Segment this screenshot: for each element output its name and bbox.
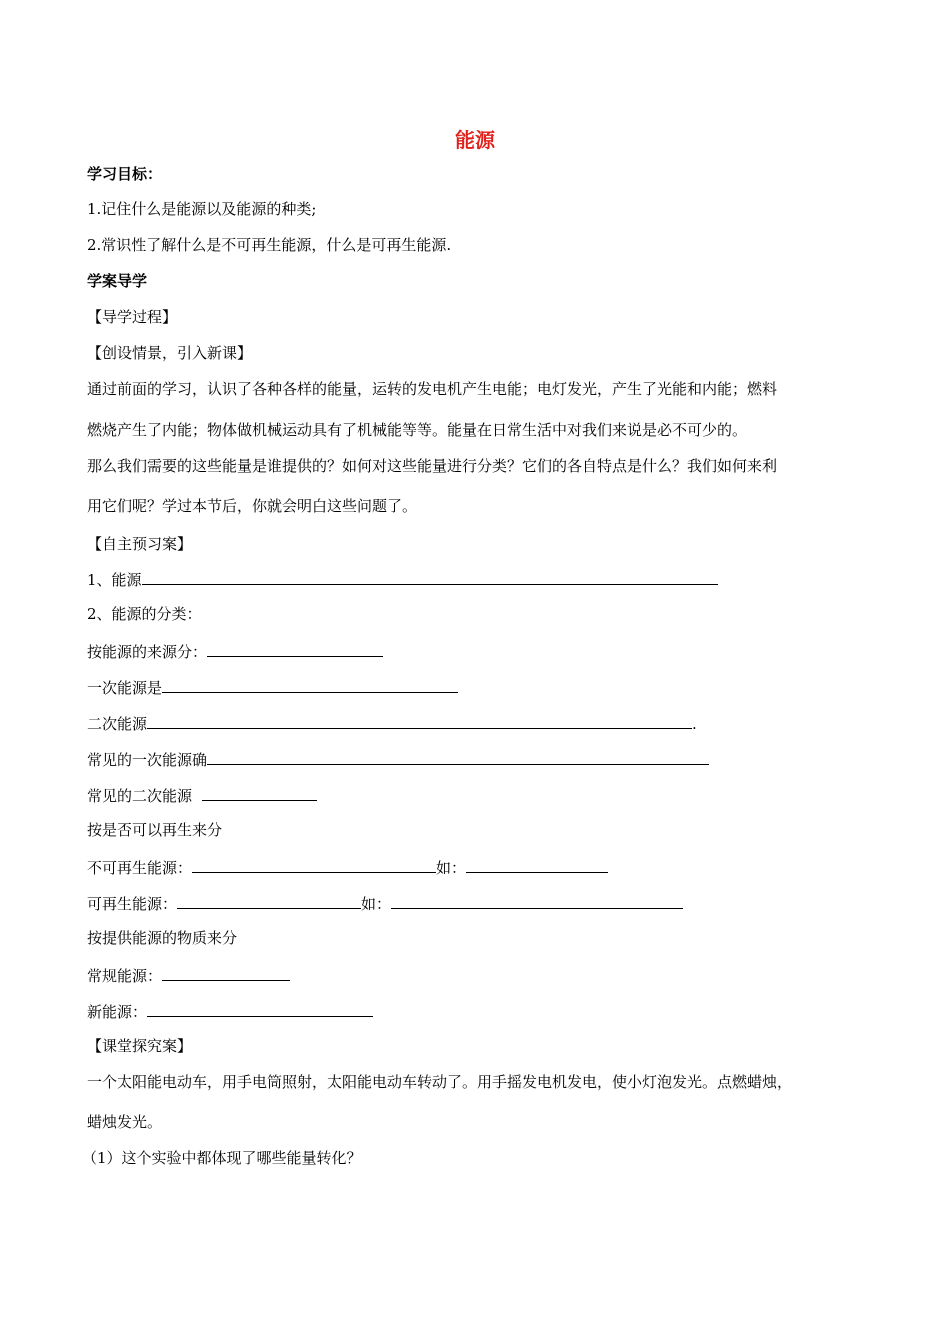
q1-blank[interactable] xyxy=(142,568,718,585)
renewable-blank[interactable] xyxy=(177,892,361,909)
scenario-label: 【创设情景，引入新课】 xyxy=(87,344,253,362)
by-source-blank[interactable] xyxy=(207,640,383,657)
primary-blank[interactable] xyxy=(162,676,458,693)
scenario-line-4: 用它们呢？学过本节后，你就会明白这些问题了。 xyxy=(87,497,418,515)
secondary-label: 二次能源 xyxy=(87,715,148,733)
q1-label: 1、能源 xyxy=(87,571,142,589)
q2-label: 2、能源的分类： xyxy=(87,605,202,623)
nonrenewable-label: 不可再生能源： xyxy=(87,859,193,877)
by-source-row xyxy=(87,640,383,662)
primary-label: 一次能源是 xyxy=(87,679,163,697)
process-label: 【导学过程】 xyxy=(87,308,178,326)
new-energy-blank[interactable] xyxy=(147,1000,373,1017)
renewable-label: 可再生能源： xyxy=(87,895,178,913)
scenario-line-3: 那么我们需要的这些能量是谁提供的？如何对这些能量进行分类？它们的各自特点是什么？我们如何来利 xyxy=(87,457,778,475)
new-energy-row xyxy=(87,1000,373,1022)
by-material-label: 按提供能源的物质来分 xyxy=(87,929,238,947)
conventional-blank[interactable] xyxy=(162,964,290,981)
question-1: （1）这个实验中都体现了哪些能量转化？ xyxy=(82,1149,362,1167)
inquiry-label: 【课堂探究案】 xyxy=(87,1037,193,1055)
secondary-row xyxy=(87,712,697,734)
nonrenewable-blank[interactable] xyxy=(192,856,436,873)
inquiry-line-2: 蜡烛发光。 xyxy=(87,1113,163,1131)
objective-2: 2.常识性了解什么是不可再生能源，什么是可再生能源. xyxy=(87,236,452,254)
conventional-row xyxy=(87,964,290,986)
scenario-line-2: 燃烧产生了内能；物体做机械运动具有了机械能等等。能量在日常生活中对我们来说是必不可少的。 xyxy=(87,421,748,439)
common-secondary-row xyxy=(87,784,317,806)
conventional-label: 常规能源： xyxy=(87,967,163,985)
new-energy-label: 新能源： xyxy=(87,1003,148,1021)
nonrenewable-eg-label: 如： xyxy=(436,859,467,877)
q1-row xyxy=(87,568,718,590)
common-primary-blank[interactable] xyxy=(207,748,709,765)
common-secondary-label: 常见的二次能源 xyxy=(87,787,193,805)
by-source-label: 按能源的来源分： xyxy=(87,643,208,661)
renewable-row xyxy=(87,892,683,914)
page-title: 能源 xyxy=(455,128,495,152)
nonrenewable-eg-blank[interactable] xyxy=(466,856,608,873)
primary-row xyxy=(87,676,458,698)
common-primary-label: 常见的一次能源确 xyxy=(87,751,208,769)
renewable-eg-blank[interactable] xyxy=(391,892,683,909)
inquiry-line-1: 一个太阳能电动车，用手电筒照射，太阳能电动车转动了。用手摇发电机发电，使小灯泡发光。点燃蜡烛， xyxy=(87,1073,793,1091)
secondary-blank[interactable] xyxy=(147,712,692,729)
guide-heading: 学案导学 xyxy=(87,272,148,290)
scenario-line-1: 通过前面的学习，认识了各种各样的能量，运转的发电机产生电能；电灯发光，产生了光能和内能；燃料 xyxy=(87,380,778,398)
preview-label: 【自主预习案】 xyxy=(87,535,193,553)
common-primary-row xyxy=(87,748,709,770)
common-secondary-blank[interactable] xyxy=(202,784,317,801)
objective-1: 1.记住什么是能源以及能源的种类; xyxy=(87,200,317,218)
secondary-period: . xyxy=(692,715,697,733)
objectives-heading: 学习目标： xyxy=(87,165,163,183)
by-renewable-label: 按是否可以再生来分 xyxy=(87,821,223,839)
nonrenewable-row xyxy=(87,856,608,878)
renewable-eg-label: 如： xyxy=(361,895,392,913)
